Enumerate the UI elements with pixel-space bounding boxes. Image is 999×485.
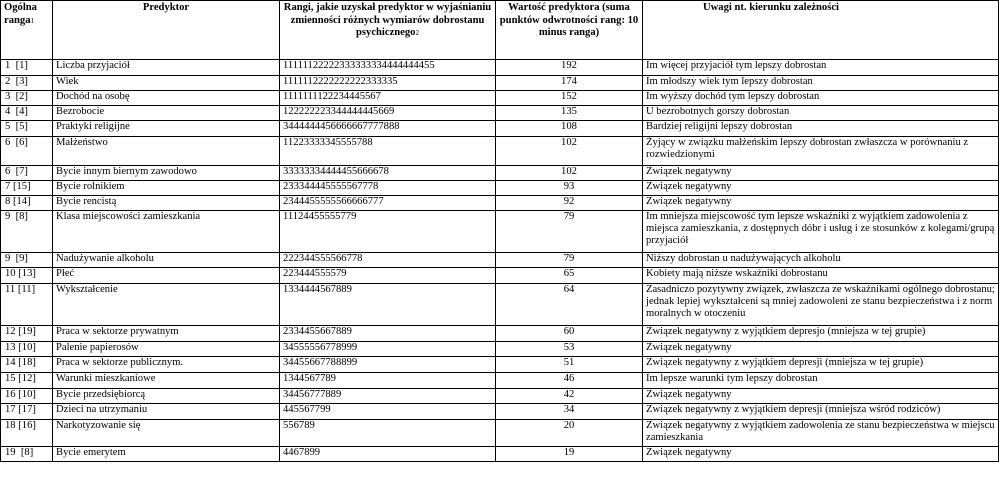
rank-cell: 8 [14]	[1, 196, 53, 211]
value-cell: 53	[496, 342, 643, 357]
table-row	[1, 342, 999, 357]
predictor-cell: Praca w sektorze prywatnym	[53, 326, 280, 342]
ranks-cell: 1111112222222222333335	[280, 76, 496, 91]
note-cell: Związek negatywny	[643, 196, 999, 211]
value-cell: 20	[496, 420, 643, 447]
value-cell: 60	[496, 326, 643, 342]
note-cell: Związek negatywny	[643, 342, 999, 357]
ranks-cell: 1344567789	[280, 373, 496, 389]
ranks-cell: 34455667788899	[280, 357, 496, 373]
value-cell: 108	[496, 121, 643, 137]
table-row	[1, 91, 999, 106]
table-row	[1, 196, 999, 211]
header-ranks-label: Rangi, jakie uzyskał predyktor w wyjaśnianiu zmienności różnych wymiarów dobrostanu psychicznego	[283, 2, 492, 38]
value-cell: 102	[496, 137, 643, 166]
note-cell: Im lepsze warunki tym lepszy dobrostan	[643, 373, 999, 389]
note-cell: Kobiety mają niższe wskaźniki dobrostanu	[643, 268, 999, 284]
note-cell: Związek negatywny	[643, 166, 999, 181]
ranks-cell: 556789	[280, 420, 496, 447]
note-cell: Związek negatywny z wyjątkiem zadowolenia ze stanu bezpieczeństwa w miejscu zamieszkania	[643, 420, 999, 447]
table-row	[1, 357, 999, 373]
table-row	[1, 326, 999, 342]
value-cell: 152	[496, 91, 643, 106]
rank-cell: 6 [6]	[1, 137, 53, 166]
table-row	[1, 447, 999, 462]
note-cell: Im wyższy dochód tym lepszy dobrostan	[643, 91, 999, 106]
note-cell: Im młodszy wiek tym lepszy dobrostan	[643, 76, 999, 91]
value-cell: 65	[496, 268, 643, 284]
table-row	[1, 181, 999, 196]
value-cell: 192	[496, 60, 643, 76]
value-cell: 19	[496, 447, 643, 462]
rank-cell: 16 [10]	[1, 389, 53, 404]
header-rank-footnote: 1	[30, 16, 34, 25]
rank-cell: 1 [1]	[1, 60, 53, 76]
table-row	[1, 284, 999, 326]
predictor-cell: Klasa miejscowości zamieszkania	[53, 211, 280, 253]
note-cell: Związek negatywny	[643, 389, 999, 404]
table-header-row	[1, 1, 999, 60]
value-cell: 46	[496, 373, 643, 389]
table-row	[1, 253, 999, 268]
value-cell: 42	[496, 389, 643, 404]
value-cell: 51	[496, 357, 643, 373]
predictor-cell: Bycie rolnikiem	[53, 181, 280, 196]
rank-cell: 17 [17]	[1, 404, 53, 420]
rank-cell: 3 [2]	[1, 91, 53, 106]
ranks-cell: 4467899	[280, 447, 496, 462]
table-row	[1, 121, 999, 137]
table-row	[1, 106, 999, 121]
table-row	[1, 76, 999, 91]
table-row	[1, 166, 999, 181]
note-cell: Zasadniczo pozytywny związek, zwłaszcza ze wskaźnikami ogólnego dobrostanu; jednak lepiej wykształceni są mniej zadowoleni ze stanu bezpieczeństwa i z norm moralnych w otoczeniu	[643, 284, 999, 326]
ranks-cell: 223444555579	[280, 268, 496, 284]
rank-cell: 18 [16]	[1, 420, 53, 447]
table-row	[1, 420, 999, 447]
ranks-cell: 233344445555567778	[280, 181, 496, 196]
rank-cell: 4 [4]	[1, 106, 53, 121]
predictor-cell: Palenie papierosów	[53, 342, 280, 357]
header-ranks-footnote: 2	[415, 29, 419, 37]
value-cell: 34	[496, 404, 643, 420]
value-cell: 79	[496, 211, 643, 253]
rank-cell: 9 [9]	[1, 253, 53, 268]
note-cell: Związek negatywny z wyjątkiem depresji (mniejsza wśród rodziców)	[643, 404, 999, 420]
table-row	[1, 389, 999, 404]
header-predictor: Predyktor	[53, 1, 280, 60]
ranks-cell: 2334455667889	[280, 326, 496, 342]
header-notes: Uwagi nt. kierunku zależności	[643, 1, 999, 60]
rank-cell: 10 [13]	[1, 268, 53, 284]
rank-cell: 7 [15]	[1, 181, 53, 196]
note-cell: U bezrobotnych gorszy dobrostan	[643, 106, 999, 121]
predictor-cell: Bycie emerytem	[53, 447, 280, 462]
table-row	[1, 268, 999, 284]
predictor-cell: Narkotyzowanie się	[53, 420, 280, 447]
note-cell: Im więcej przyjaciół tym lepszy dobrostan	[643, 60, 999, 76]
note-cell: Związek negatywny z wyjątkiem depresjo (mniejsza w tej grupie)	[643, 326, 999, 342]
note-cell: Im mniejsza miejscowość tym lepsze wskaźniki z wyjątkiem zadowolenia z miejsca zamieszkania, z dostępnych dóbr i usług i ze stosunków z kolegami/grupą przyjaciół	[643, 211, 999, 253]
rank-cell: 11 [11]	[1, 284, 53, 326]
rank-cell: 15 [12]	[1, 373, 53, 389]
value-cell: 102	[496, 166, 643, 181]
predictor-cell: Wykształcenie	[53, 284, 280, 326]
value-cell: 135	[496, 106, 643, 121]
value-cell: 64	[496, 284, 643, 326]
header-value: Wartość predyktora (suma punktów odwrotności rang: 10 minus ranga)	[496, 1, 643, 60]
predictor-cell: Dzieci na utrzymaniu	[53, 404, 280, 420]
rank-cell: 14 [18]	[1, 357, 53, 373]
note-cell: Związek negatywny	[643, 181, 999, 196]
rank-cell: 9 [8]	[1, 211, 53, 253]
ranks-cell: 11111122222333333334444444455	[280, 60, 496, 76]
value-cell: 79	[496, 253, 643, 268]
header-rank	[1, 1, 53, 60]
ranks-cell: 33333334444455666678	[280, 166, 496, 181]
predictor-cell: Praktyki religijne	[53, 121, 280, 137]
predictor-cell: Płeć	[53, 268, 280, 284]
value-cell: 93	[496, 181, 643, 196]
predictor-cell: Bycie przedsiębiorcą	[53, 389, 280, 404]
rank-cell: 12 [19]	[1, 326, 53, 342]
rank-cell: 6 [7]	[1, 166, 53, 181]
table-row	[1, 137, 999, 166]
predictor-cell: Nadużywanie alkoholu	[53, 253, 280, 268]
note-cell: Bardziej religijni lepszy dobrostan	[643, 121, 999, 137]
rank-cell: 19 [8]	[1, 447, 53, 462]
ranks-cell: 11124455555779	[280, 211, 496, 253]
note-cell: Żyjący w związku małżeńskim lepszy dobrostan zwłaszcza w porównaniu z rozwiedzionymi	[643, 137, 999, 166]
predictor-cell: Dochód na osobę	[53, 91, 280, 106]
rank-cell: 5 [5]	[1, 121, 53, 137]
rank-cell: 13 [10]	[1, 342, 53, 357]
predictor-cell: Bycie rencistą	[53, 196, 280, 211]
ranks-cell: 222344555566778	[280, 253, 496, 268]
ranks-cell: 1334444567889	[280, 284, 496, 326]
predictor-cell: Bycie innym biernym zawodowo	[53, 166, 280, 181]
ranks-cell: 122222223344444445669	[280, 106, 496, 121]
predictor-cell: Małżeństwo	[53, 137, 280, 166]
header-ranks	[280, 1, 496, 60]
predictor-cell: Wiek	[53, 76, 280, 91]
table-row	[1, 404, 999, 420]
table-row	[1, 60, 999, 76]
ranks-cell: 3444444456666667777888	[280, 121, 496, 137]
value-cell: 92	[496, 196, 643, 211]
table-row	[1, 211, 999, 253]
predictor-cell: Liczba przyjaciół	[53, 60, 280, 76]
rank-cell: 2 [3]	[1, 76, 53, 91]
note-cell: Związek negatywny z wyjątkiem depresji (mniejsza w tej grupie)	[643, 357, 999, 373]
ranks-cell: 34555556778999	[280, 342, 496, 357]
table-row	[1, 373, 999, 389]
ranks-cell: 1111111122234445567	[280, 91, 496, 106]
note-cell: Niższy dobrostan u nadużywających alkoholu	[643, 253, 999, 268]
ranks-cell: 445567799	[280, 404, 496, 420]
predictor-cell: Bezrobocie	[53, 106, 280, 121]
ranks-cell: 2344455555566666777	[280, 196, 496, 211]
table-body	[1, 60, 999, 462]
ranks-cell: 34456777889	[280, 389, 496, 404]
ranks-cell: 11223333345555788	[280, 137, 496, 166]
header-rank-label: Ogólna ranga	[4, 2, 37, 26]
predictor-cell: Warunki mieszkaniowe	[53, 373, 280, 389]
value-cell: 174	[496, 76, 643, 91]
predictor-cell: Praca w sektorze publicznym.	[53, 357, 280, 373]
note-cell: Związek negatywny	[643, 447, 999, 462]
